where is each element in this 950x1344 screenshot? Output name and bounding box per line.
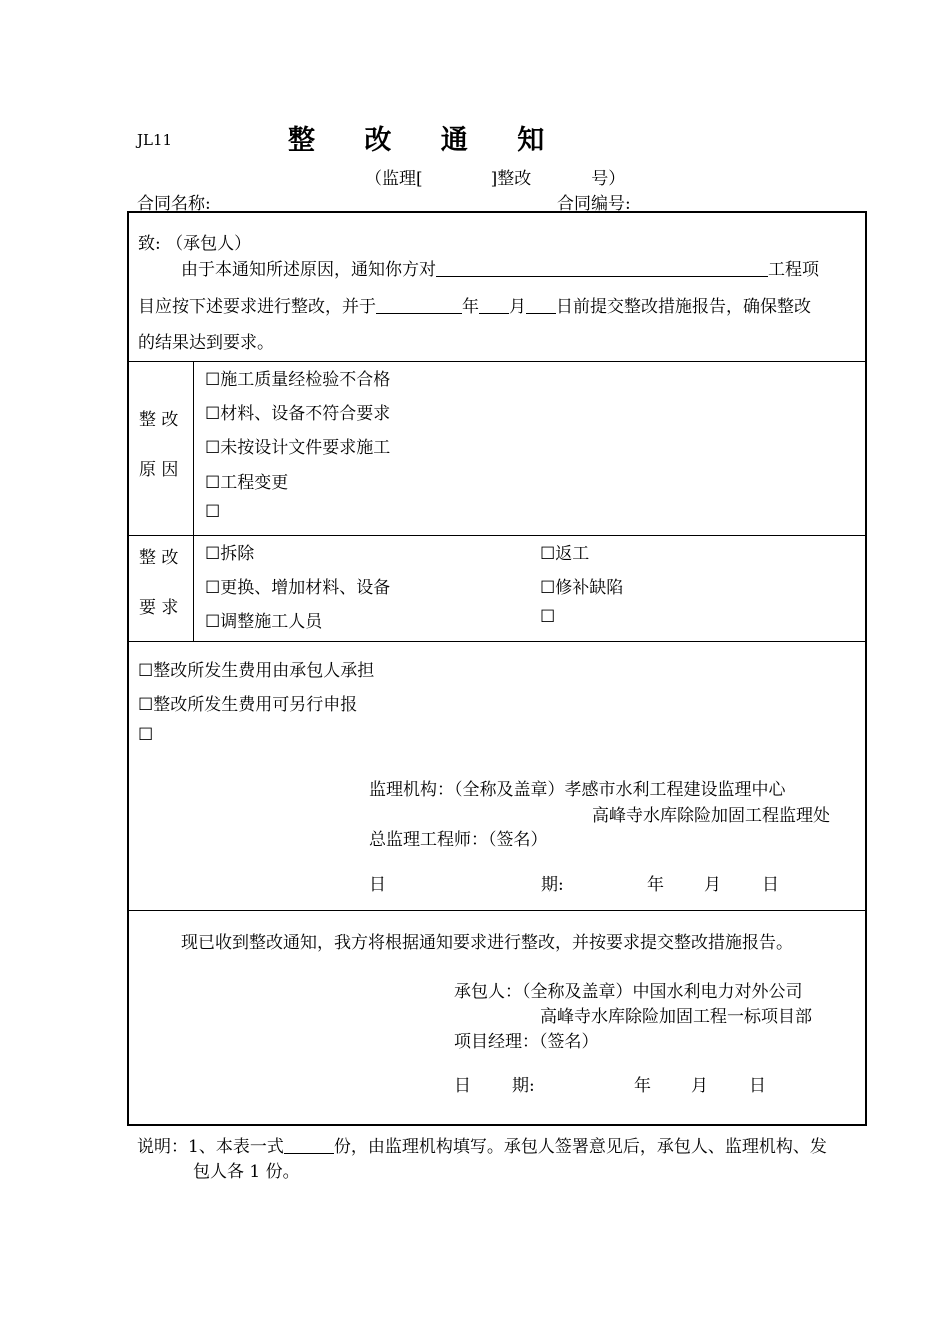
document-number — [365, 164, 625, 189]
notice-line-2 — [138, 292, 811, 317]
reasons-label-1: 整 改 — [139, 410, 179, 430]
form-code: JL11 — [137, 131, 173, 149]
month-label: 月 — [691, 1076, 708, 1096]
notice-line-3: 的结果达到要求。 — [138, 333, 274, 353]
footnote-text-a: 说明：1、本表一式 — [137, 1137, 284, 1157]
day-blank[interactable] — [526, 297, 556, 314]
year-label: 年 — [647, 875, 664, 895]
requirements-label-2: 要 求 — [139, 598, 179, 618]
day-label: 日 — [749, 1076, 766, 1096]
notice-line1-text: 由于本通知所述原因，通知你方对 — [181, 260, 436, 280]
requirement-checkbox-repair[interactable]: ☐修补缺陷 — [540, 578, 624, 598]
contractor-org: 承包人：（全称及盖章）中国水利电力对外公司 — [454, 982, 803, 1002]
date-label-b: 期: — [512, 1076, 535, 1096]
notice-line2-text: 目应按下述要求进行整改，并于 — [138, 297, 376, 317]
reason-checkbox-other[interactable]: ☐ — [205, 502, 221, 522]
recipient: （承包人） — [166, 234, 252, 254]
requirements-label-1: 整 改 — [139, 548, 179, 568]
requirement-checkbox-staff[interactable]: ☐调整施工人员 — [205, 612, 323, 632]
month-blank[interactable] — [479, 297, 509, 314]
date-label-a: 日 — [369, 875, 386, 895]
requirement-checkbox-rework[interactable]: ☐返工 — [540, 544, 590, 564]
page-title: 整 改 通 知 — [288, 125, 565, 156]
doc-number-suffix: 号） — [591, 169, 626, 189]
project-blank[interactable] — [436, 260, 768, 277]
doc-number-prefix: （监理[ — [365, 169, 423, 189]
doc-number-mid: ]整改 — [490, 169, 532, 189]
divider — [129, 641, 865, 642]
divider — [129, 910, 865, 911]
contract-name-label: 合同名称: — [137, 194, 211, 214]
year-blank[interactable] — [376, 297, 462, 314]
copies-blank[interactable] — [284, 1137, 334, 1154]
contract-no-label: 合同编号: — [557, 194, 631, 214]
receipt-statement: 现已收到整改通知，我方将根据通知要求进行整改，并按要求提交整改措施报告。 — [181, 933, 793, 953]
requirement-checkbox-replace[interactable]: ☐更换、增加材料、设备 — [205, 578, 391, 598]
reasons-label-2: 原 因 — [139, 460, 179, 480]
requirement-checkbox-other[interactable]: ☐ — [540, 607, 556, 627]
notice-line-1 — [181, 255, 819, 280]
notice-form — [127, 211, 867, 1126]
cost-checkbox-contractor[interactable]: ☐整改所发生费用由承包人承担 — [138, 661, 375, 681]
requirement-checkbox-demolish[interactable]: ☐拆除 — [205, 544, 255, 564]
reason-checkbox-design[interactable]: ☐未按设计文件要求施工 — [205, 438, 391, 458]
notice-line1-end: 工程项 — [768, 260, 819, 280]
to-label: 致: — [138, 234, 161, 254]
footnote-line-1 — [137, 1132, 827, 1157]
reason-checkbox-change[interactable]: ☐工程变更 — [205, 473, 289, 493]
day-label: 日 — [762, 875, 779, 895]
year-label: 年 — [462, 297, 479, 317]
year-label: 年 — [634, 1076, 651, 1096]
month-label: 月 — [509, 297, 526, 317]
cost-checkbox-claim[interactable]: ☐整改所发生费用可另行申报 — [138, 695, 358, 715]
supervisor-org-line2: 高峰寺水库除险加固工程监理处 — [592, 806, 830, 826]
month-label: 月 — [704, 875, 721, 895]
date-label-b: 期: — [541, 875, 564, 895]
footnote-line-2: 包人各 1 份。 — [193, 1162, 300, 1182]
reason-checkbox-quality[interactable]: ☐施工质量经检验不合格 — [205, 370, 391, 390]
date-label-a: 日 — [454, 1076, 471, 1096]
footnote-text-b: 份，由监理机构填写。承包人签署意见后，承包人、监理机构、发 — [333, 1137, 827, 1157]
notice-line2-end: 日前提交整改措施报告，确保整改 — [556, 297, 811, 317]
divider — [129, 535, 865, 536]
contractor-org-line2: 高峰寺水库除险加固工程一标项目部 — [540, 1007, 812, 1027]
cost-checkbox-other[interactable]: ☐ — [138, 725, 154, 745]
divider — [129, 361, 865, 362]
reason-checkbox-materials[interactable]: ☐材料、设备不符合要求 — [205, 404, 391, 424]
column-divider — [193, 361, 194, 641]
project-manager-signature[interactable]: 项目经理：（签名） — [454, 1032, 599, 1052]
chief-engineer-signature[interactable]: 总监理工程师：（签名） — [369, 830, 548, 850]
supervisor-org: 监理机构：（全称及盖章）孝感市水利工程建设监理中心 — [369, 780, 786, 800]
notice-to — [138, 229, 251, 254]
